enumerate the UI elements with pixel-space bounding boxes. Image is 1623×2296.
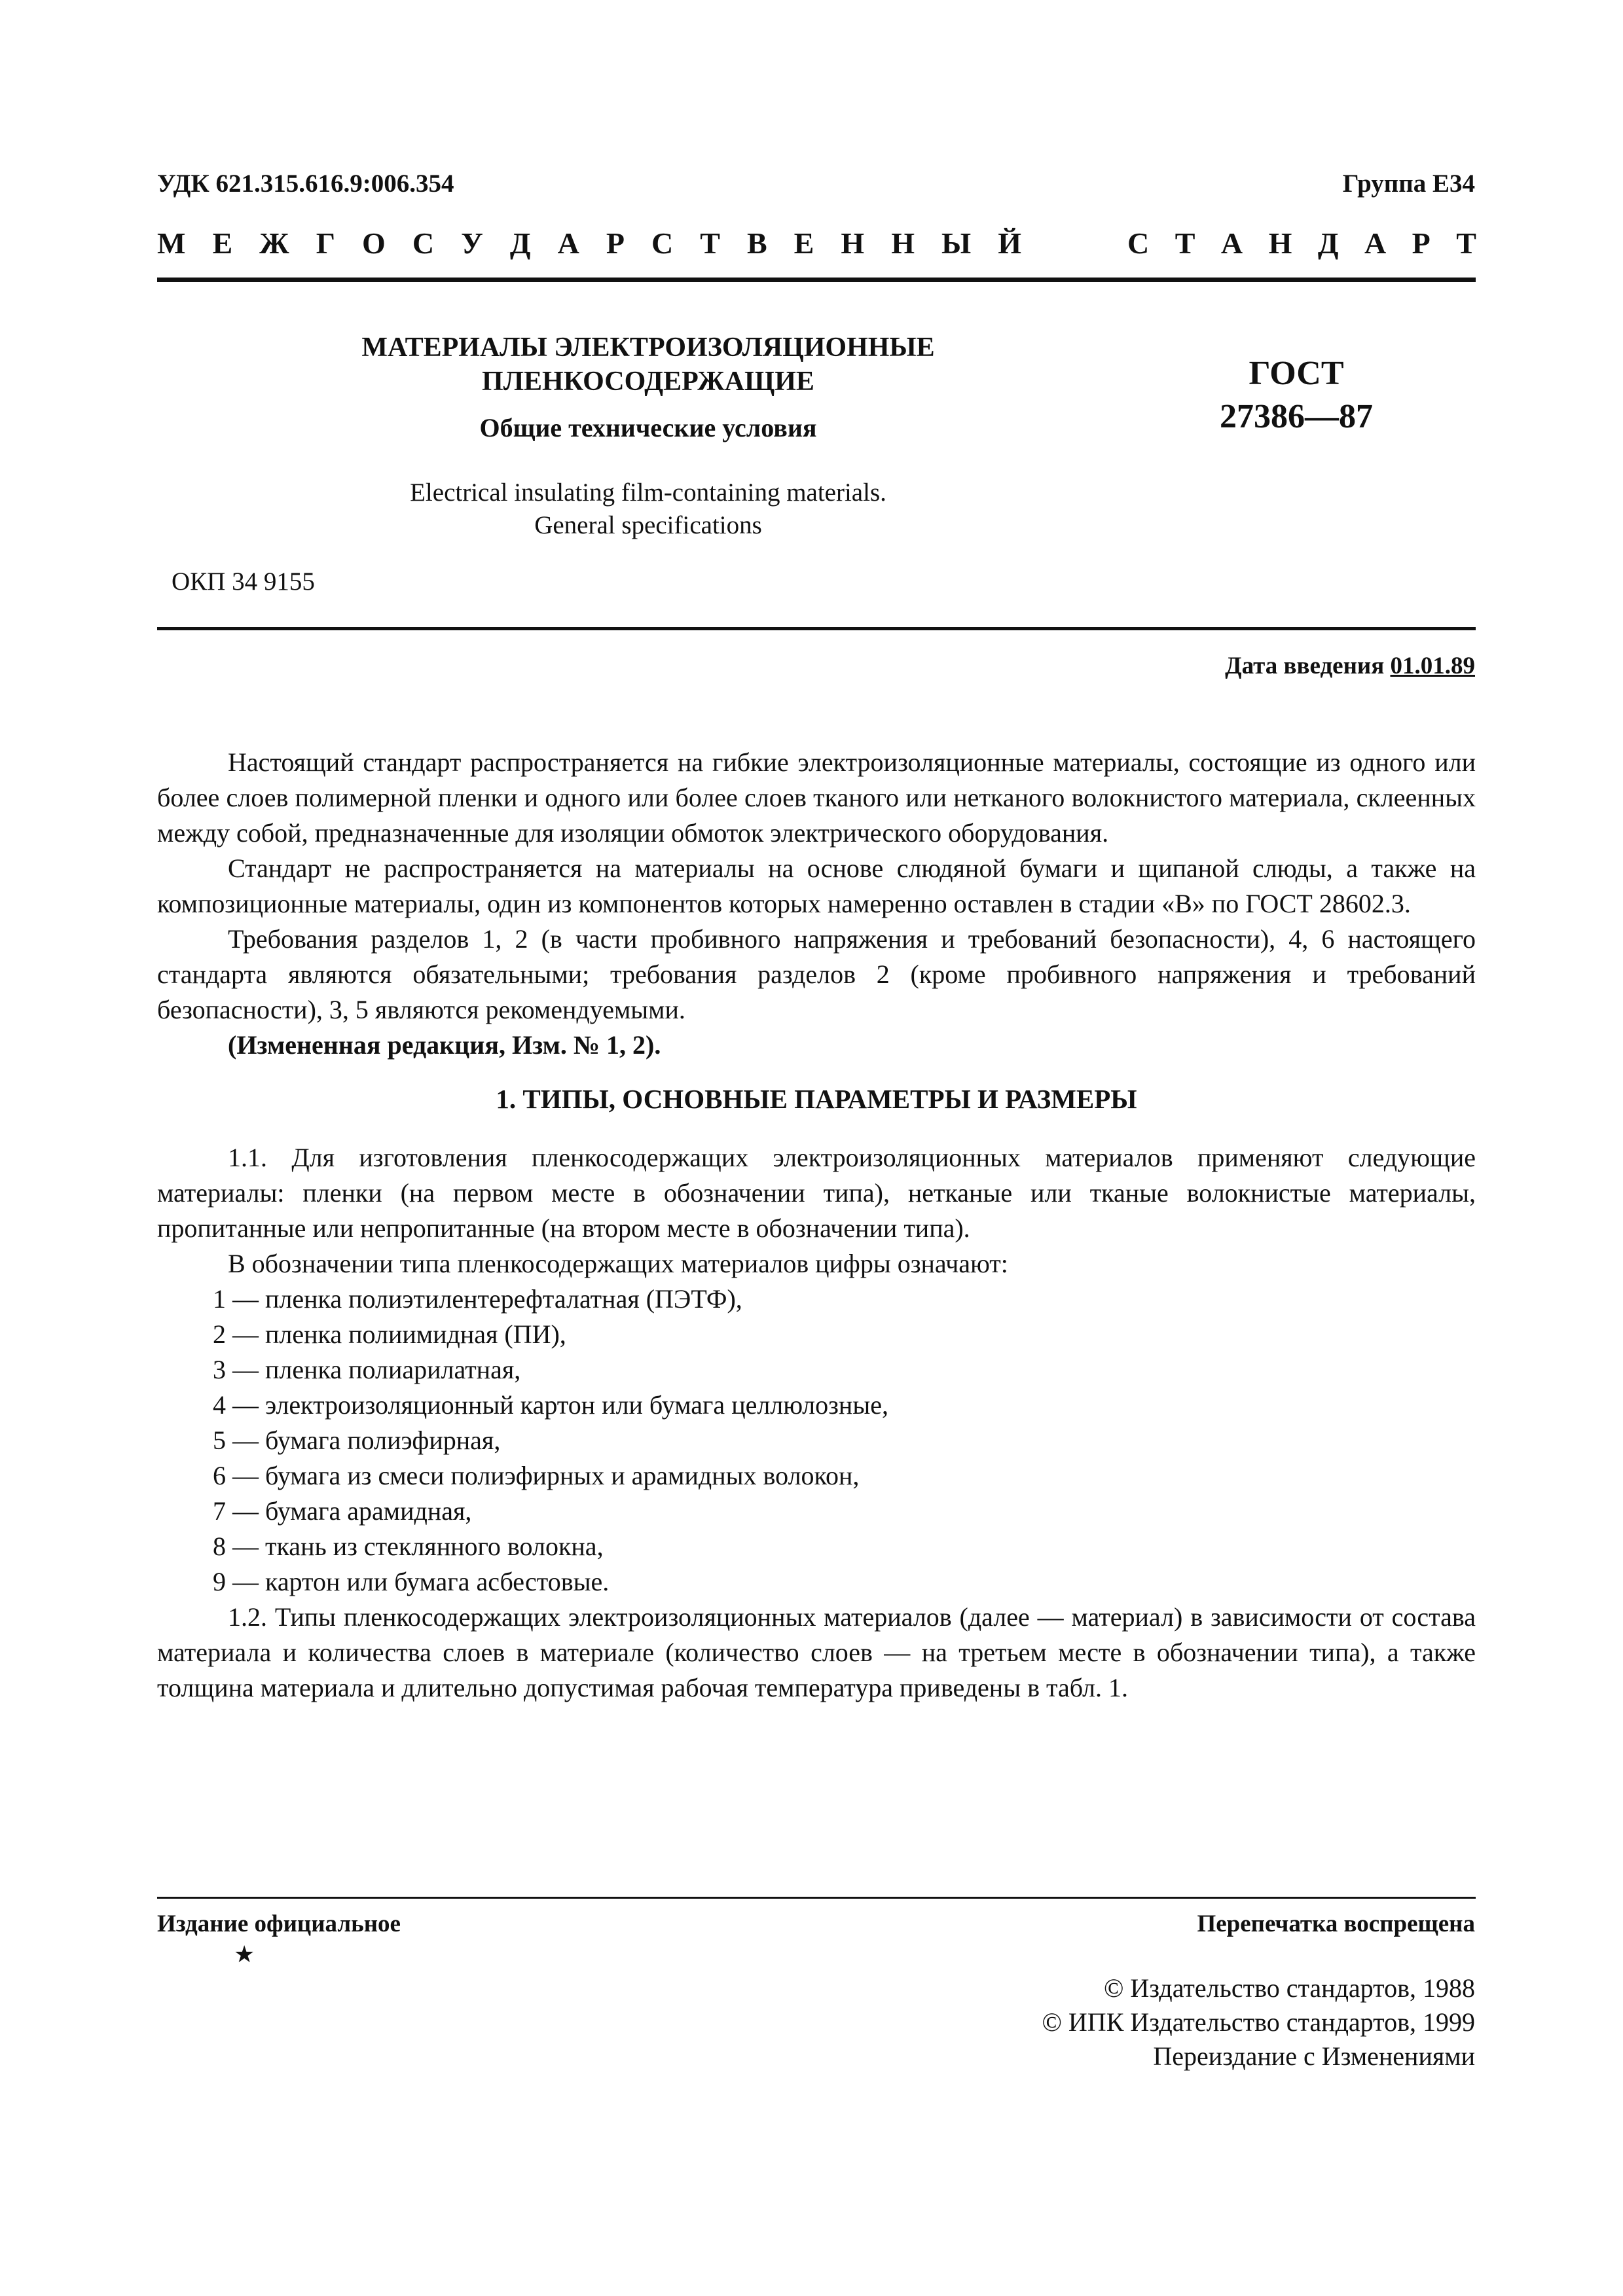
paragraph-requirements: Требования разделов 1, 2 (в части пробивного напряжения и требований безопасности), 4, 6 настоящего стандарта являются обязательными; требования разделов 2 (кроме пробивного напряжения и требований безопасности), 3, 5 являются рекомендуемыми. [157, 924, 1476, 1024]
reprint-prohibited-label: Перепечатка воспрещена [1197, 1910, 1475, 1937]
paragraph-exclusions: Стандарт не распространяется на материалы на основе слюдяной бумаги и щипаной слюды, а также на композиционные материалы, один из компонентов которых намеренно оставлен в стадии «В» по ГОСТ 28602.3. [157, 853, 1476, 918]
footer-divider [157, 1897, 1476, 1899]
heading-letter: О [362, 226, 386, 260]
date-value: 01.01.89 [1390, 653, 1475, 679]
document-body [157, 745, 1476, 1706]
header-divider [157, 278, 1476, 282]
heading-letter: С [1127, 226, 1150, 260]
standard-heading [1127, 226, 1476, 260]
interstate-heading [157, 226, 1021, 260]
heading-letter: С [651, 226, 674, 260]
document-subtitle: Общие технические условия [479, 413, 817, 442]
title-line-1: МАТЕРИАЛЫ ЭЛЕКТРОИЗОЛЯЦИОННЫЕ [361, 332, 935, 363]
paragraph-scope: Настоящий стандарт распространяется на гибкие электроизоляционные материалы, состоящие из одного или более слоев полимерной пленки и одного или более слоев тканого или нетканого волокнистого материала, склеенных между собой, предназначенные для изоляции обмоток электрического оборудования. [157, 747, 1476, 848]
heading-letter: Р [1412, 226, 1431, 260]
heading-letter: Н [1268, 226, 1292, 260]
copyright-block [1042, 1971, 1475, 2073]
title-line-2: ПЛЕНКОСОДЕРЖАЩИЕ [482, 367, 814, 397]
udk-code: УДК 621.315.616.9:006.354 [157, 170, 454, 198]
english-title-line-1: Electrical insulating film-containing materials. [410, 478, 886, 507]
okp-code: ОКП 34 9155 [172, 567, 315, 596]
heading-letter: Е [793, 226, 814, 260]
heading-letter: Т [1456, 226, 1476, 260]
gost-number: 27386—87 [1220, 398, 1373, 435]
gost-label: ГОСТ [1249, 355, 1344, 392]
group-code: Группа Е34 [1342, 170, 1475, 198]
heading-letter: Н [891, 226, 915, 260]
document-title [301, 331, 995, 399]
date-label: Дата введения [1225, 653, 1391, 679]
list-item: 6 — бумага из смеси полиэфирных и арамидных волокон, [213, 1461, 860, 1490]
heading-letter: М [157, 226, 186, 260]
heading-letter: Д [509, 226, 531, 260]
list-item: 8 — ткань из стеклянного волокна, [213, 1532, 604, 1561]
list-item: 5 — бумага полиэфирная, [213, 1426, 501, 1455]
gost-designation [1159, 352, 1434, 439]
heading-letter: Ы [941, 226, 972, 260]
clause-1-1: 1.1. Для изготовления пленкосодержащих электроизоляционных материалов применяют следующие материалы: пленки (на первом месте в обозначении типа), нетканые или тканые волокнистые материалы, пропитанные или непропитанные (на втором месте в обозначении типа). [157, 1143, 1476, 1243]
heading-letter: С [412, 226, 435, 260]
heading-letter: Д [1317, 226, 1339, 260]
title-divider [157, 627, 1476, 630]
star-icon: ★ [234, 1941, 255, 1967]
heading-letter: Е [212, 226, 233, 260]
heading-letter: Р [606, 226, 625, 260]
list-item: 4 — электроизоляционный картон или бумага целлюлозные, [213, 1390, 888, 1420]
heading-letter: Т [1175, 226, 1195, 260]
heading-letter: Ж [259, 226, 289, 260]
heading-letter: Й [998, 226, 1021, 260]
heading-letter: А [1364, 226, 1387, 260]
heading-letter: В [746, 226, 767, 260]
section-heading: 1. ТИПЫ, ОСНОВНЫЕ ПАРАМЕТРЫ И РАЗМЕРЫ [496, 1084, 1137, 1114]
heading-letter: Т [700, 226, 720, 260]
list-item: 1 — пленка полиэтилентерефталатная (ПЭТФ), [213, 1284, 742, 1314]
heading-letter: У [461, 226, 483, 260]
clause-1-1-designation: В обозначении типа пленкосодержащих материалов цифры означают: [228, 1249, 1008, 1278]
clause-1-2: 1.2. Типы пленкосодержащих электроизоляционных материалов (далее — материал) в зависимости от состава материала и количества слоев в материале (количество слоев — на третьем месте в обозначении типа), а также толщина материала и длительно допустимая рабочая температура приведены в табл. 1. [157, 1602, 1476, 1702]
list-item: 2 — пленка полиимидная (ПИ), [213, 1319, 566, 1349]
copyright-line-2: © ИПК Издательство стандартов, 1999 [1042, 2007, 1475, 2037]
copyright-line-1: © Издательство стандартов, 1988 [1103, 1973, 1475, 2003]
reissue-note: Переиздание с Изменениями [1153, 2041, 1475, 2071]
english-title [301, 476, 995, 542]
heading-letter: А [1220, 226, 1243, 260]
heading-letter: Н [841, 226, 865, 260]
amendment-note: (Измененная редакция, Изм. № 1, 2). [228, 1030, 661, 1060]
heading-letter: А [557, 226, 579, 260]
english-title-line-2: General specifications [534, 511, 762, 539]
list-item: 3 — пленка полиарилатная, [213, 1355, 521, 1384]
list-item: 7 — бумага арамидная, [213, 1496, 472, 1526]
list-item: 9 — картон или бумага асбестовые. [213, 1567, 610, 1596]
introduction-date [1225, 652, 1475, 680]
heading-letter: Г [316, 226, 335, 260]
official-edition-label: Издание официальное [157, 1910, 401, 1937]
